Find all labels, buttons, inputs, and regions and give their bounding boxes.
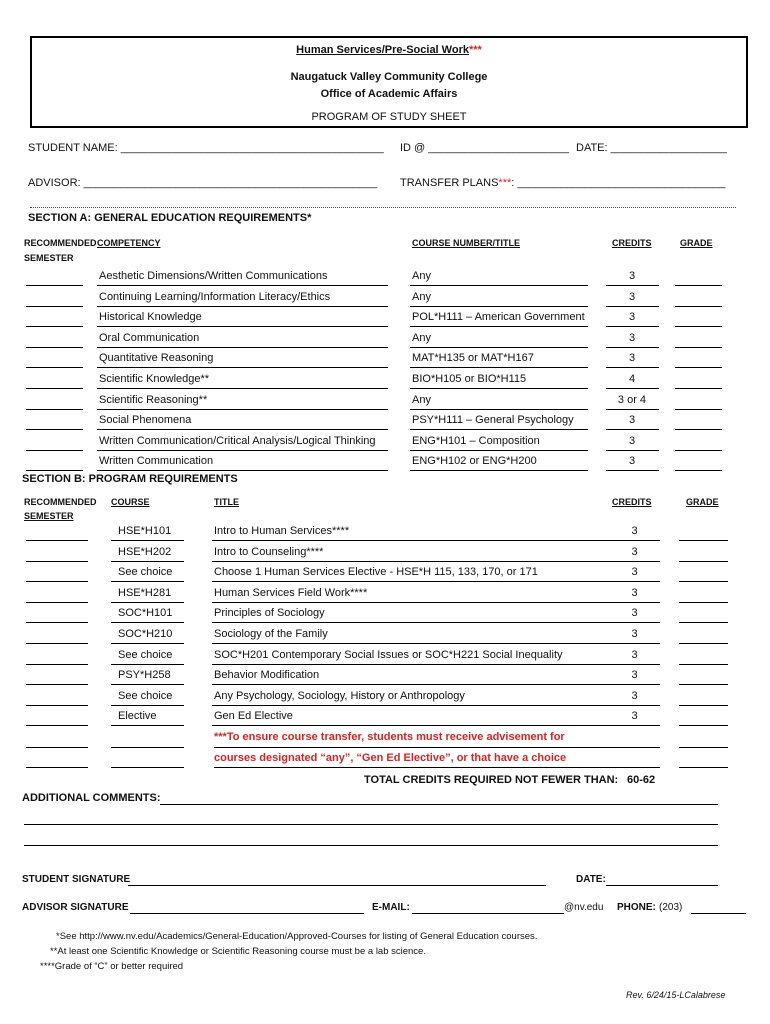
- email-line[interactable]: [412, 913, 564, 914]
- phone-label: PHONE:: [617, 902, 656, 913]
- footnote-2: **At least one Scientific Knowledge or Scientific Reasoning course must be a lab science.: [50, 946, 426, 957]
- student-name-field[interactable]: STUDENT NAME: ___________________________________________: [28, 142, 384, 154]
- semester-line[interactable]: [26, 581, 88, 582]
- semester-line[interactable]: [26, 470, 83, 471]
- course-cell: PSY*H111 – General Psychology: [412, 414, 574, 427]
- credits-cell: 3 or 4: [617, 393, 647, 406]
- extra-grade-line-2[interactable]: [679, 767, 728, 768]
- semester-line[interactable]: [26, 622, 88, 623]
- footnote-1: *See http://www.nv.edu/Academics/General-Education/Approved-Courses for listing of General Education courses.: [56, 931, 538, 942]
- competency-cell: Continuing Learning/Information Literacy/Ethics: [99, 290, 331, 303]
- comments-line-3[interactable]: [24, 845, 718, 846]
- credits-underline: [609, 622, 660, 623]
- semester-line[interactable]: [26, 450, 83, 451]
- semester-line[interactable]: [26, 409, 83, 410]
- title-underline: [212, 705, 613, 706]
- grade-line[interactable]: [679, 664, 728, 665]
- competency-underline: [97, 429, 388, 430]
- program-title: Human Services/Pre-Social Work***: [296, 44, 482, 56]
- course-cell: SOC*H210: [118, 628, 173, 640]
- semester-line[interactable]: [26, 429, 83, 430]
- competency-cell: Oral Communication: [99, 331, 200, 344]
- credits-underline: [609, 705, 660, 706]
- student-id-field[interactable]: ID @ _______________________: [400, 142, 569, 154]
- grade-line[interactable]: [675, 306, 722, 307]
- semester-line[interactable]: [26, 388, 83, 389]
- credits-cell: 3: [631, 607, 638, 620]
- competency-underline: [97, 409, 388, 410]
- title-underline: [212, 602, 613, 603]
- student-signature-label: STUDENT SIGNATURE: [22, 874, 131, 885]
- course-cell: BIO*H105 or BIO*H115: [412, 373, 527, 385]
- course-underline: [111, 581, 184, 582]
- grade-line[interactable]: [675, 409, 722, 410]
- course-underline: [111, 725, 184, 726]
- semester-line[interactable]: [26, 367, 83, 368]
- credits-underline: [609, 540, 660, 541]
- competency-cell: Historical Knowledge: [99, 311, 202, 324]
- credits-underline: [606, 326, 659, 327]
- credits-underline: [606, 388, 659, 389]
- section-b-course-header: COURSE: [111, 497, 150, 507]
- grade-line[interactable]: [675, 367, 722, 368]
- semester-line[interactable]: [26, 326, 83, 327]
- grade-line[interactable]: [679, 705, 728, 706]
- title-underline: [212, 561, 613, 562]
- course-cell: POL*H111 – American Government: [412, 311, 585, 324]
- section-a-semester-header: SEMESTER: [24, 253, 74, 263]
- course-cell: See choice: [118, 566, 173, 579]
- course-underline: [410, 306, 588, 307]
- course-cell: HSE*H101: [118, 525, 172, 537]
- semester-line[interactable]: [26, 306, 83, 307]
- credits-underline: [606, 347, 659, 348]
- title-underline: [212, 684, 613, 685]
- grade-line[interactable]: [679, 540, 728, 541]
- credits-cell: 3: [631, 586, 638, 599]
- footnote-3: ****Grade of “C” or better required: [40, 961, 184, 972]
- credits-underline: [609, 602, 660, 603]
- course-cell: Any: [412, 331, 431, 344]
- additional-comments-label: ADDITIONAL COMMENTS:: [22, 792, 161, 804]
- transfer-plans-field[interactable]: TRANSFER PLANS***: __________________________________: [400, 177, 726, 189]
- title-underline: [212, 540, 613, 541]
- grade-line[interactable]: [679, 602, 728, 603]
- course-cell: HSE*H281: [118, 586, 172, 599]
- competency-cell: Aesthetic Dimensions/Written Communications: [99, 270, 328, 282]
- grade-line[interactable]: [679, 622, 728, 623]
- credits-underline: [606, 429, 659, 430]
- credits-cell: 3: [628, 434, 636, 447]
- phone-prefix: (203): [659, 902, 683, 913]
- grade-line[interactable]: [679, 581, 728, 582]
- divider: [30, 207, 736, 208]
- section-b-recommended-header: RECOMMENDED: [24, 497, 97, 507]
- title-underline: [212, 581, 613, 582]
- semester-line[interactable]: [26, 285, 83, 286]
- title-cell: Gen Ed Elective: [214, 710, 293, 723]
- extra-title-line-2: [214, 767, 611, 768]
- extra-title-line: [214, 747, 611, 748]
- course-cell: SOC*H101: [118, 607, 173, 620]
- course-cell: HSE*H202: [118, 545, 172, 558]
- credits-underline: [606, 285, 659, 286]
- section-b-title-header: TITLE: [214, 497, 239, 507]
- grade-line[interactable]: [675, 388, 722, 389]
- semester-line[interactable]: [26, 684, 88, 685]
- semester-line[interactable]: [26, 347, 83, 348]
- extra-credits-line-2[interactable]: [609, 767, 660, 768]
- course-underline: [410, 409, 588, 410]
- credits-cell: 3: [631, 710, 638, 723]
- credits-underline: [609, 664, 660, 665]
- credits-cell: 3: [631, 669, 638, 682]
- advisor-field[interactable]: ADVISOR: ________________________________________________: [28, 177, 378, 189]
- office-name: Office of Academic Affairs: [320, 88, 458, 100]
- course-underline: [111, 684, 184, 685]
- course-cell: See choice: [118, 689, 173, 702]
- competency-underline: [97, 347, 388, 348]
- semester-line[interactable]: [26, 540, 88, 541]
- course-underline: [111, 705, 184, 706]
- course-underline: [111, 622, 184, 623]
- credits-cell: 3: [631, 525, 638, 537]
- semester-line[interactable]: [26, 705, 88, 706]
- section-a-credits-header: CREDITS: [612, 238, 652, 248]
- credits-cell: 3: [628, 270, 636, 282]
- credits-underline: [609, 643, 660, 644]
- course-cell: Any: [412, 270, 431, 282]
- credits-cell: 3: [628, 331, 636, 344]
- semester-line[interactable]: [26, 643, 88, 644]
- extra-course-line[interactable]: [111, 747, 184, 748]
- grade-line[interactable]: [675, 450, 722, 451]
- competency-underline: [97, 306, 388, 307]
- comments-line-1[interactable]: [160, 804, 718, 805]
- grade-line[interactable]: [679, 684, 728, 685]
- credits-cell: 3: [628, 414, 636, 427]
- competency-underline: [97, 326, 388, 327]
- credits-underline: [609, 684, 660, 685]
- grade-line[interactable]: [679, 561, 728, 562]
- total-credits-label: TOTAL CREDITS REQUIRED NOT FEWER THAN:: [364, 774, 619, 786]
- course-underline: [410, 285, 588, 286]
- advisement-note-line1: ***To ensure course transfer, students must receive advisement for: [214, 731, 565, 743]
- total-credits-value: 60-62: [627, 774, 656, 786]
- section-b-credits-header: CREDITS: [612, 497, 652, 507]
- extra-grade-line[interactable]: [679, 747, 728, 748]
- credits-cell: 3: [628, 352, 636, 365]
- competency-underline: [97, 450, 388, 451]
- extra-course-line-2[interactable]: [111, 767, 184, 768]
- course-underline: [410, 470, 588, 471]
- credits-cell: 3: [631, 648, 638, 661]
- competency-underline: [97, 285, 388, 286]
- course-underline: [410, 429, 588, 430]
- competency-cell: Scientific Knowledge**: [99, 373, 210, 385]
- section-b-title: SECTION B: PROGRAM REQUIREMENTS: [22, 473, 238, 485]
- course-cell: PSY*H258: [118, 669, 171, 682]
- course-cell: Any: [412, 393, 431, 406]
- grade-line[interactable]: [679, 725, 728, 726]
- extra-credits-line[interactable]: [609, 747, 660, 748]
- section-b-grade-header: GRADE: [686, 497, 719, 507]
- competency-cell: Social Phenomena: [99, 414, 192, 427]
- title-underline: [212, 725, 613, 726]
- course-underline: [410, 347, 588, 348]
- credits-underline: [609, 725, 660, 726]
- student-signature-line[interactable]: [128, 885, 546, 886]
- course-underline: [410, 326, 588, 327]
- course-cell: ENG*H102 or ENG*H200: [412, 455, 537, 468]
- phone-line[interactable]: [691, 913, 746, 914]
- revision-note: Rev. 6/24/15-LCalabrese: [626, 990, 726, 1000]
- credits-underline: [609, 581, 660, 582]
- section-a-grade-header: GRADE: [680, 238, 713, 248]
- course-underline: [111, 664, 184, 665]
- credits-cell: 3: [631, 545, 638, 558]
- semester-line[interactable]: [26, 664, 88, 665]
- credits-cell: 3: [628, 290, 636, 303]
- semester-line[interactable]: [26, 725, 88, 726]
- grade-line[interactable]: [675, 347, 722, 348]
- competency-underline: [97, 388, 388, 389]
- course-cell: Elective: [118, 710, 157, 723]
- grade-line[interactable]: [675, 285, 722, 286]
- title-cell: Any Psychology, Sociology, History or Anthropology: [214, 689, 465, 702]
- course-cell: MAT*H135 or MAT*H167: [412, 352, 534, 365]
- signature-date-label: DATE:: [576, 874, 606, 885]
- date-field[interactable]: DATE: ___________________: [576, 142, 727, 154]
- credits-underline: [606, 306, 659, 307]
- extra-semester-line[interactable]: [26, 747, 88, 748]
- competency-underline: [97, 470, 388, 471]
- credits-cell: 4: [628, 373, 636, 385]
- title-cell: Human Services Field Work****: [214, 586, 368, 599]
- grade-line[interactable]: [675, 470, 722, 471]
- title-underline: [212, 643, 613, 644]
- title-cell: Sociology of the Family: [214, 628, 328, 640]
- course-cell: ENG*H101 – Composition: [412, 434, 540, 447]
- competency-underline: [97, 367, 388, 368]
- course-cell: Any: [412, 290, 431, 303]
- section-a-course-header: COURSE NUMBER/TITLE: [412, 238, 520, 248]
- course-underline: [111, 602, 184, 603]
- credits-underline: [606, 450, 659, 451]
- signature-date-line[interactable]: [606, 885, 718, 886]
- email-label: E-MAIL:: [372, 902, 410, 913]
- advisor-signature-line[interactable]: [130, 913, 364, 914]
- competency-cell: Scientific Reasoning**: [99, 393, 208, 406]
- title-underline: [212, 664, 613, 665]
- title-cell: Principles of Sociology: [214, 607, 325, 620]
- credits-cell: 3: [631, 566, 638, 579]
- course-underline: [111, 540, 184, 541]
- title-cell: Intro to Human Services****: [214, 525, 350, 537]
- course-underline: [410, 450, 588, 451]
- section-a-title: SECTION A: GENERAL EDUCATION REQUIREMENTS*: [28, 212, 312, 224]
- title-cell: Behavior Modification: [214, 669, 320, 682]
- credits-underline: [606, 367, 659, 368]
- extra-semester-line-2[interactable]: [26, 767, 88, 768]
- advisor-signature-label: ADVISOR SIGNATURE: [22, 902, 129, 913]
- advisement-note-line2: courses designated “any”, “Gen Ed Elective”, or that have a choice: [214, 752, 567, 764]
- credits-cell: 3: [631, 689, 638, 702]
- title-cell: Choose 1 Human Services Elective - HSE*H 115, 133, 170, or 171: [214, 566, 538, 579]
- section-a-competency-header: COMPETENCY: [97, 238, 161, 248]
- course-underline: [111, 643, 184, 644]
- credits-cell: 3: [628, 311, 636, 324]
- course-underline: [111, 561, 184, 562]
- credits-underline: [606, 470, 659, 471]
- section-a-recommended-header: RECOMMENDED: [24, 238, 97, 248]
- grade-line[interactable]: [675, 326, 722, 327]
- title-underline: [212, 622, 613, 623]
- semester-line[interactable]: [26, 602, 88, 603]
- comments-line-2[interactable]: [24, 824, 718, 825]
- semester-line[interactable]: [26, 561, 88, 562]
- credits-cell: 3: [631, 628, 638, 640]
- sheet-title: PROGRAM OF STUDY SHEET: [311, 111, 467, 123]
- course-underline: [410, 388, 588, 389]
- course-cell: See choice: [118, 648, 173, 661]
- competency-cell: Written Communication/Critical Analysis/Logical Thinking: [99, 434, 376, 447]
- grade-line[interactable]: [675, 429, 722, 430]
- competency-cell: Written Communication: [99, 455, 214, 468]
- grade-line[interactable]: [679, 643, 728, 644]
- section-b-semester-header: SEMESTER: [24, 511, 74, 521]
- college-name: Naugatuck Valley Community College: [290, 71, 488, 83]
- credits-underline: [609, 561, 660, 562]
- email-suffix: @nv.edu: [564, 902, 604, 913]
- credits-underline: [606, 409, 659, 410]
- title-cell: SOC*H201 Contemporary Social Issues or SOC*H221 Social Inequality: [214, 648, 563, 661]
- course-underline: [410, 367, 588, 368]
- title-cell: Intro to Counseling****: [214, 545, 324, 558]
- competency-cell: Quantitative Reasoning: [99, 352, 214, 365]
- credits-cell: 3: [628, 455, 636, 468]
